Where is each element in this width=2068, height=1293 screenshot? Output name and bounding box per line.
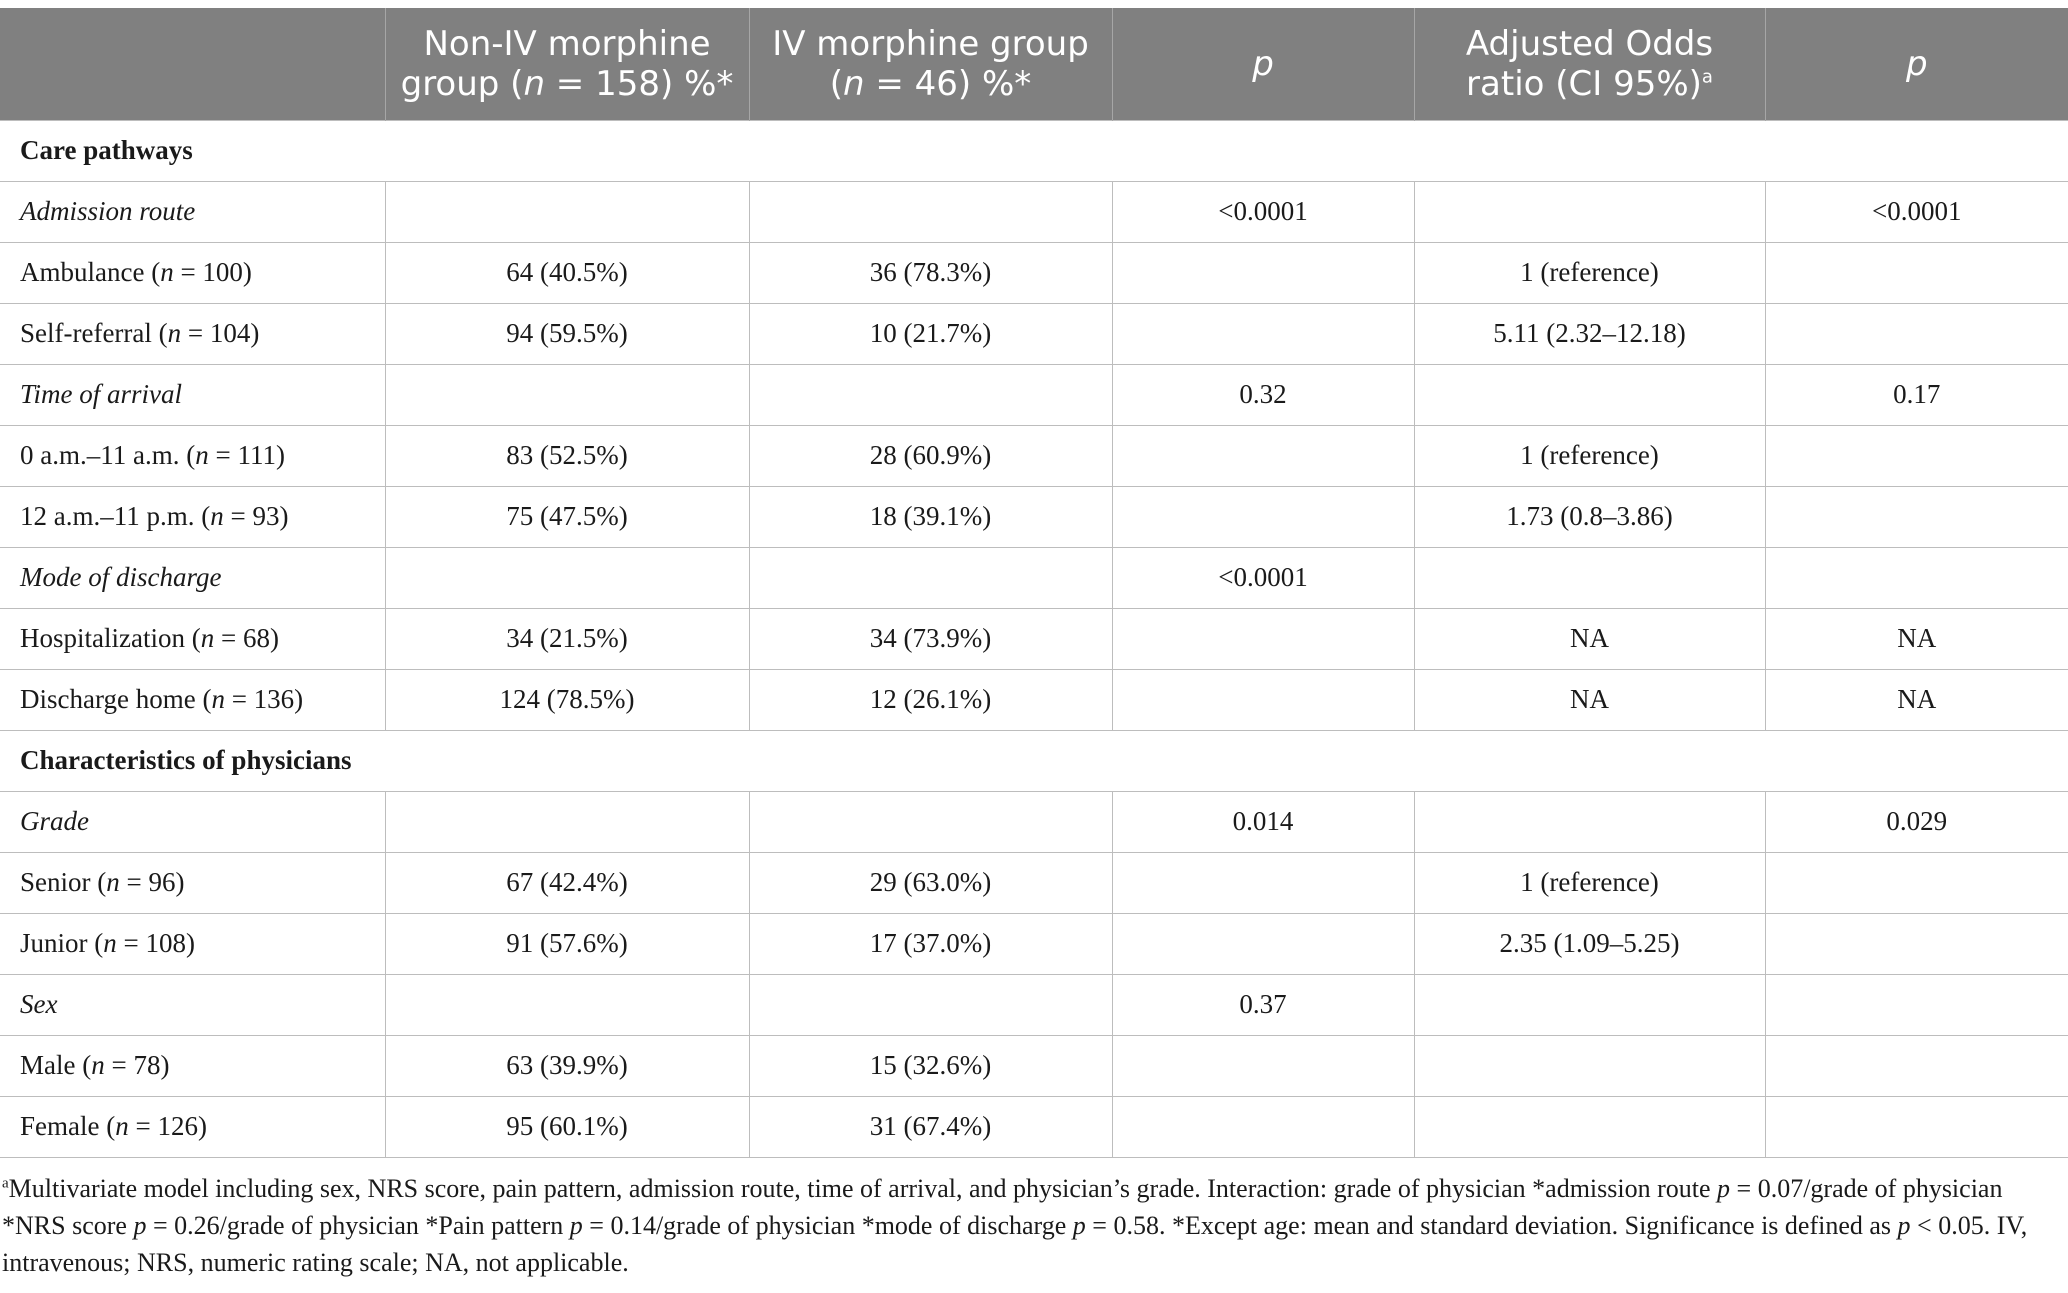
cell-empty [385, 974, 749, 1035]
cell-empty [749, 791, 1112, 852]
header-non-iv-group: Non-IV morphine group (n = 158) %* [385, 8, 749, 120]
cell-empty [385, 547, 749, 608]
cell-p: <0.0001 [1112, 547, 1414, 608]
table-row [0, 669, 2068, 730]
section-row [0, 730, 2068, 791]
cell-empty [1112, 486, 1414, 547]
table-row [0, 303, 2068, 364]
row-label: Ambulance (n = 100) [0, 242, 385, 303]
cell-empty [749, 547, 1112, 608]
row-label: Mode of discharge [0, 547, 385, 608]
cell-iv: 34 (73.9%) [749, 608, 1112, 669]
cell-non-iv: 75 (47.5%) [385, 486, 749, 547]
cell-iv: 17 (37.0%) [749, 913, 1112, 974]
cell-p: 0.37 [1112, 974, 1414, 1035]
table-row [0, 852, 2068, 913]
cell-iv: 28 (60.9%) [749, 425, 1112, 486]
row-label: Discharge home (n = 136) [0, 669, 385, 730]
cell-empty [1765, 1096, 2068, 1157]
cell-iv: 12 (26.1%) [749, 669, 1112, 730]
cell-p-adjusted: 0.029 [1765, 791, 2068, 852]
cell-empty [1112, 608, 1414, 669]
cell-empty [1112, 425, 1414, 486]
cell-empty [1765, 242, 2068, 303]
cell-empty [1112, 242, 1414, 303]
cell-empty [1765, 913, 2068, 974]
cell-non-iv: 67 (42.4%) [385, 852, 749, 913]
table-row [0, 425, 2068, 486]
cell-iv: 29 (63.0%) [749, 852, 1112, 913]
cell-p-adjusted: 0.17 [1765, 364, 2068, 425]
cell-non-iv: 83 (52.5%) [385, 425, 749, 486]
row-label: Female (n = 126) [0, 1096, 385, 1157]
cell-odds-ratio: NA [1414, 669, 1765, 730]
cell-empty [1414, 547, 1765, 608]
cell-empty [1765, 303, 2068, 364]
cell-empty [1765, 974, 2068, 1035]
cell-empty [1414, 181, 1765, 242]
cell-odds-ratio: 1.73 (0.8–3.86) [1414, 486, 1765, 547]
table-row [0, 1096, 2068, 1157]
row-label: Admission route [0, 181, 385, 242]
row-label: Time of arrival [0, 364, 385, 425]
cell-empty [385, 791, 749, 852]
cell-odds-ratio: NA [1414, 608, 1765, 669]
cell-empty [1414, 791, 1765, 852]
cell-empty [385, 181, 749, 242]
row-label: Male (n = 78) [0, 1035, 385, 1096]
table-footnote: $^a$Multivariate model including sex, NRS score, pain pattern, admission route, time of arrival, and physician’s grade. Interaction: grade of physician *admission route p = 0.07/grade of physician *NRS score p = 0.26/grade of physician *Pain pattern p = 0.14/grade of physician *mode of discharge p = 0.58. *Except age: mean and standard deviation. Significance is defined as p < 0.05. IV, intravenous; NRS, numeric rating scale; NA, not applicable. [2, 1174, 2028, 1277]
table-row [0, 547, 2068, 608]
section-care-pathways: Care pathways [0, 120, 2068, 181]
cell-iv: 18 (39.1%) [749, 486, 1112, 547]
cell-empty [1765, 425, 2068, 486]
cell-empty [1414, 974, 1765, 1035]
header-variable [0, 8, 385, 120]
cell-empty [1112, 1035, 1414, 1096]
cell-non-iv: 64 (40.5%) [385, 242, 749, 303]
section-row [0, 120, 2068, 181]
cell-empty [1112, 913, 1414, 974]
cell-empty [1112, 303, 1414, 364]
section-characteristics-of-physicians: Characteristics of physicians [0, 730, 2068, 791]
cell-empty [1112, 852, 1414, 913]
cell-empty [385, 364, 749, 425]
header-row [0, 8, 2068, 120]
cell-non-iv: 63 (39.9%) [385, 1035, 749, 1096]
cell-empty [1765, 486, 2068, 547]
cell-empty [1414, 1096, 1765, 1157]
header-p-adjusted: p [1765, 8, 2068, 120]
table-row [0, 181, 2068, 242]
row-label: Junior (n = 108) [0, 913, 385, 974]
cell-odds-ratio: 1 (reference) [1414, 852, 1765, 913]
cell-p: 0.32 [1112, 364, 1414, 425]
cell-p-adjusted: NA [1765, 608, 2068, 669]
cell-non-iv: 94 (59.5%) [385, 303, 749, 364]
table-row [0, 242, 2068, 303]
row-label: Grade [0, 791, 385, 852]
cell-empty [1414, 1035, 1765, 1096]
row-label: Hospitalization (n = 68) [0, 608, 385, 669]
cell-iv: 10 (21.7%) [749, 303, 1112, 364]
table-row [0, 608, 2068, 669]
table-row [0, 974, 2068, 1035]
cell-odds-ratio: 2.35 (1.09–5.25) [1414, 913, 1765, 974]
table-row [0, 791, 2068, 852]
cell-odds-ratio: 1 (reference) [1414, 425, 1765, 486]
cell-iv: 15 (32.6%) [749, 1035, 1112, 1096]
cell-empty [1765, 547, 2068, 608]
cell-p: <0.0001 [1112, 181, 1414, 242]
results-table [0, 8, 2068, 1158]
table-row [0, 364, 2068, 425]
cell-iv: 31 (67.4%) [749, 1096, 1112, 1157]
row-label: 0 a.m.–11 a.m. (n = 111) [0, 425, 385, 486]
cell-empty [1765, 1035, 2068, 1096]
cell-non-iv: 124 (78.5%) [385, 669, 749, 730]
cell-non-iv: 91 (57.6%) [385, 913, 749, 974]
table-row [0, 486, 2068, 547]
cell-empty [1112, 669, 1414, 730]
cell-p-adjusted: NA [1765, 669, 2068, 730]
table-row [0, 913, 2068, 974]
cell-non-iv: 95 (60.1%) [385, 1096, 749, 1157]
cell-empty [749, 364, 1112, 425]
cell-empty [749, 974, 1112, 1035]
table-container [0, 8, 2068, 1158]
cell-non-iv: 34 (21.5%) [385, 608, 749, 669]
header-p: p [1112, 8, 1414, 120]
row-label: 12 a.m.–11 p.m. (n = 93) [0, 486, 385, 547]
cell-empty [1765, 852, 2068, 913]
table-row [0, 1035, 2068, 1096]
cell-p-adjusted: <0.0001 [1765, 181, 2068, 242]
cell-empty [1112, 1096, 1414, 1157]
cell-odds-ratio: 1 (reference) [1414, 242, 1765, 303]
cell-empty [749, 181, 1112, 242]
cell-p: 0.014 [1112, 791, 1414, 852]
cell-iv: 36 (78.3%) [749, 242, 1112, 303]
row-label: Senior (n = 96) [0, 852, 385, 913]
header-iv-group: IV morphine group (n = 46) %* [749, 8, 1112, 120]
cell-odds-ratio: 5.11 (2.32–12.18) [1414, 303, 1765, 364]
row-label: Self-referral (n = 104) [0, 303, 385, 364]
header-adjusted-odds-ratio: Adjusted Odds ratio (CI 95%)$^a$ [1414, 8, 1765, 120]
cell-empty [1414, 364, 1765, 425]
row-label: Sex [0, 974, 385, 1035]
